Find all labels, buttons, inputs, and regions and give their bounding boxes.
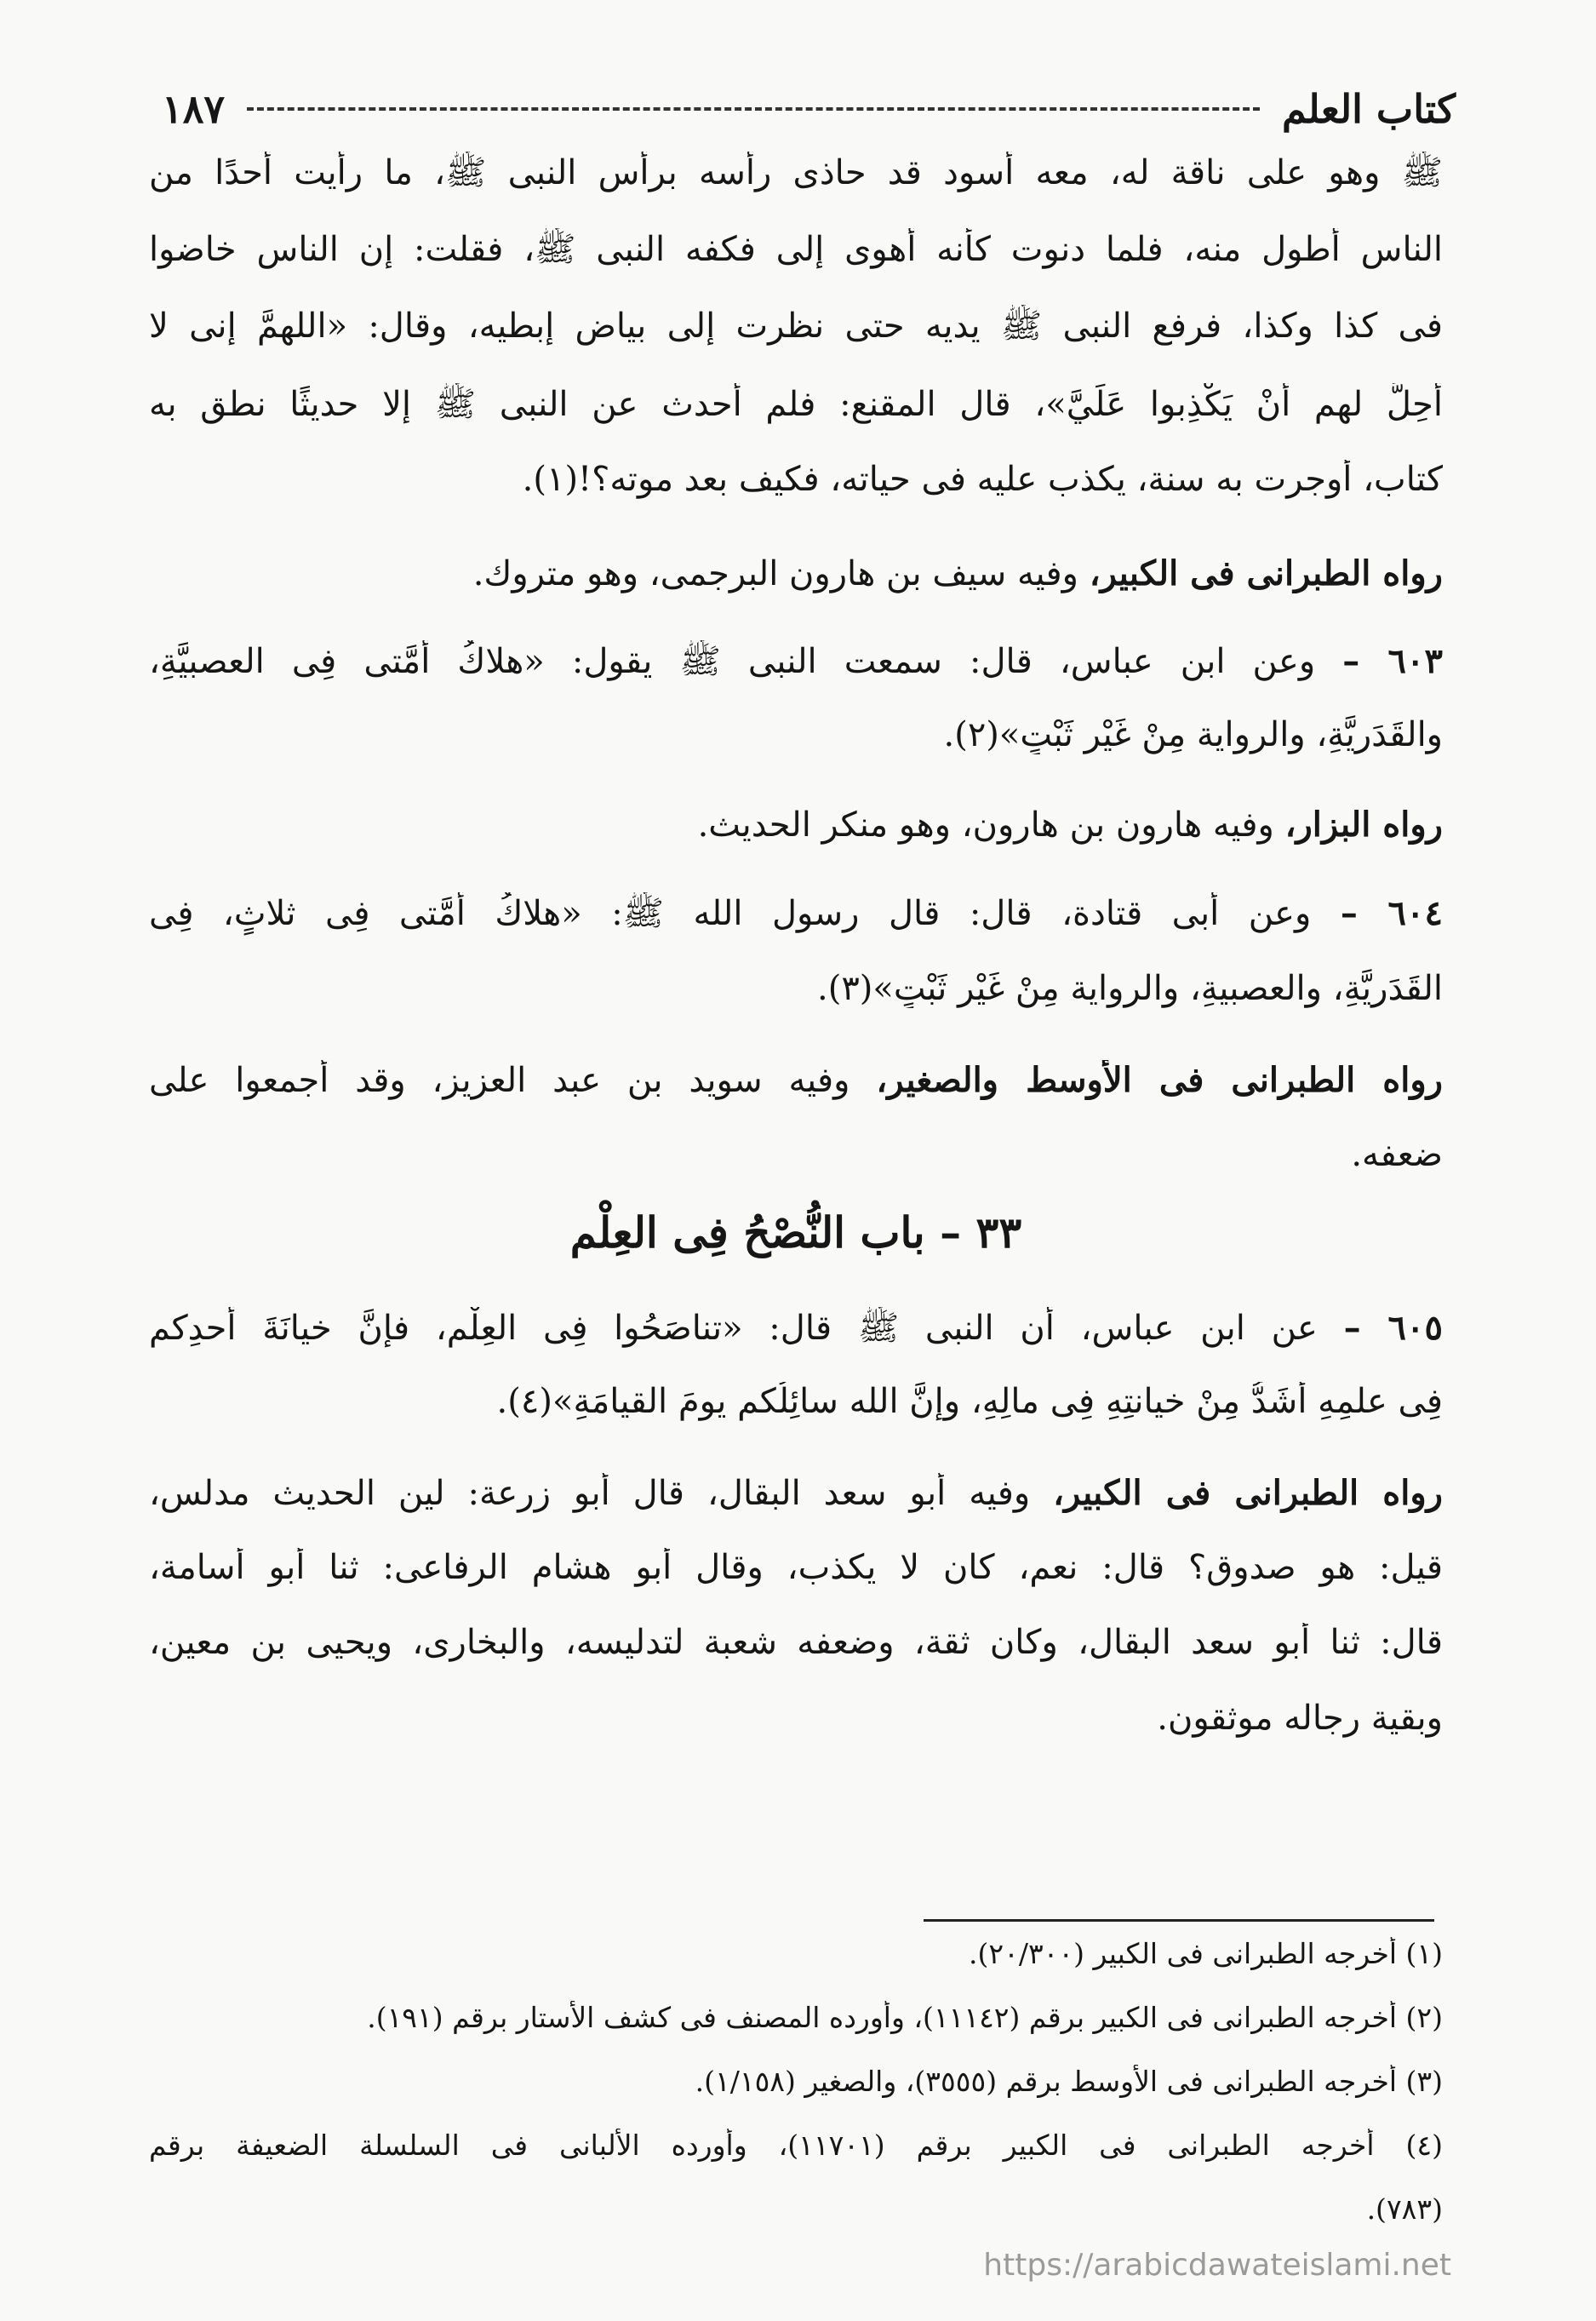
narration-text: وفيه سيف بن هارون البرجمى، وهو متروك. [472, 554, 1090, 593]
hadith-number: ٦٠٥ – [1343, 1308, 1443, 1348]
footnote-2: (٢) أخرجه الطبرانى فى الكبير برقم (١١١٤٢)، وأورده المصنف فى كشف الأستار برقم (١٩١). [367, 2001, 1443, 2034]
narration-text: وفيه سويد بن عبد العزيز، وقد أجمعوا على [149, 1061, 877, 1100]
narration-source: رواه الطبرانى فى الأوسط والصغير، [876, 1060, 1443, 1100]
hadith-text: وعن ابن عباس، قال: سمعت النبى ﷺ يقول: «هلاكُ أُمَّتى فِى العصبيَّةِ، [149, 642, 1343, 681]
footnote-3: (٣) أخرجه الطبرانى فى الأوسط برقم (٣٥٥٥)، والصغير (١/١٥٨). [695, 2065, 1443, 2098]
hadith-number: ٦٠٤ – [1340, 893, 1443, 933]
narration-note [149, 553, 1443, 593]
chapter-heading: ٣٣ – باب النُّصْحُ فِى العِلْم [569, 1207, 1022, 1258]
text-line: قال: ثنا أبو سعد البقال، وكان ثقة، وضعفه شعبة لتدليسه، والبخارى، ويحيى بن معين، [149, 1623, 1443, 1662]
footnote-1: (١) أخرجه الطبرانى فى الكبير (٢٠/٣٠٠). [969, 1937, 1443, 1970]
narration-note [149, 805, 1443, 845]
text-line: قيل: هو صدوق؟ قال: نعم، كان لا يكذب، وقال أبو هشام الرفاعى: ثنا أبو أسامة، [149, 1548, 1443, 1587]
book-title: كتاب العلم [1282, 86, 1456, 132]
watermark-url: https://arabicdawateislami.net [983, 2248, 1451, 2283]
text-line: كتاب، أوجرت به سنة، يكذب عليه فى حياته، فكيف بعد موته؟!(١). [522, 460, 1443, 499]
hadith-603 [149, 640, 1443, 690]
narration-note [149, 1473, 1443, 1513]
narration-source: رواه البزار، [1284, 805, 1443, 845]
narration-source: رواه الطبرانى فى الكبير، [1053, 1473, 1443, 1513]
text-line: فِى علمِهِ أَشَدُّ مِنْ خيانتِهِ فِى مالِهِ، وإنَّ الله سائِلُكم يومَ القيامَةِ»(٤). [496, 1382, 1443, 1421]
narration-text: وفيه أبو سعد البقال، قال أبو زرعة: لين الحديث مدلس، [149, 1474, 1054, 1513]
footnote-4: (٤) أخرجه الطبرانى فى الكبير برقم (١١٧٠١)، وأورده الألبانى فى السلسلة الضعيفة برقم [149, 2129, 1443, 2162]
footnote-4-continued: (٧٨٣). [1366, 2192, 1443, 2226]
text-line: الناس أطول منه، فلما دنوت كأنه أهوى إلى فكفه النبى ﷺ، فقلت: إن الناس خاضوا [149, 230, 1443, 269]
hadith-605 [149, 1307, 1443, 1356]
footnote-separator [924, 1919, 1434, 1922]
text-line: وبقية رجاله موثقون. [1157, 1699, 1443, 1738]
page-number: ١٨٧ [162, 86, 226, 132]
hadith-number: ٦٠٣ – [1342, 641, 1443, 681]
hadith-text: وعن أبى قتادة، قال: قال رسول الله ﷺ: «هلاكُ أُمَّتى فِى ثلاثٍ، فِى [149, 894, 1341, 933]
text-line: فى كذا وكذا، فرفع النبى ﷺ يديه حتى نظرت إلى بياض إبطيه، وقال: «اللهمَّ إنى لا [149, 307, 1443, 346]
text-line: والقَدَرِيَّةِ، والرواية مِنْ غَيْرِ ثَبْتٍ»(٢). [943, 715, 1443, 754]
text-line: ضعفه. [1351, 1135, 1443, 1174]
narration-note [149, 1060, 1443, 1100]
narration-source: رواه الطبرانى فى الكبير، [1089, 553, 1443, 593]
header-dash-rule [247, 107, 1260, 111]
hadith-604 [149, 892, 1443, 942]
narration-text: وفيه هارون بن هارون، وهو منكر الحديث. [697, 805, 1285, 845]
text-line: ﷺ وهو على ناقة له، معه أسود قد حاذى رأسه برأس النبى ﷺ، ما رأيت أحدًا من [149, 153, 1443, 192]
hadith-text: عن ابن عباس، أن النبى ﷺ قال: «تناصَحُوا فِى العِلْم، فإنَّ خيانَةَ أَحدِكم [149, 1309, 1344, 1348]
text-line: القَدَرِيَّةِ، والعصبيةِ، والرواية مِنْ غَيْرِ ثَبْتٍ»(٣). [816, 969, 1443, 1008]
page-header [162, 75, 1456, 143]
text-line: أُحِلُّ لهم أنْ يَكْذِبوا عَلَيَّ»، قال المقنع: فلم أحدث عن النبى ﷺ إلا حديثًا نطق به [149, 385, 1443, 424]
